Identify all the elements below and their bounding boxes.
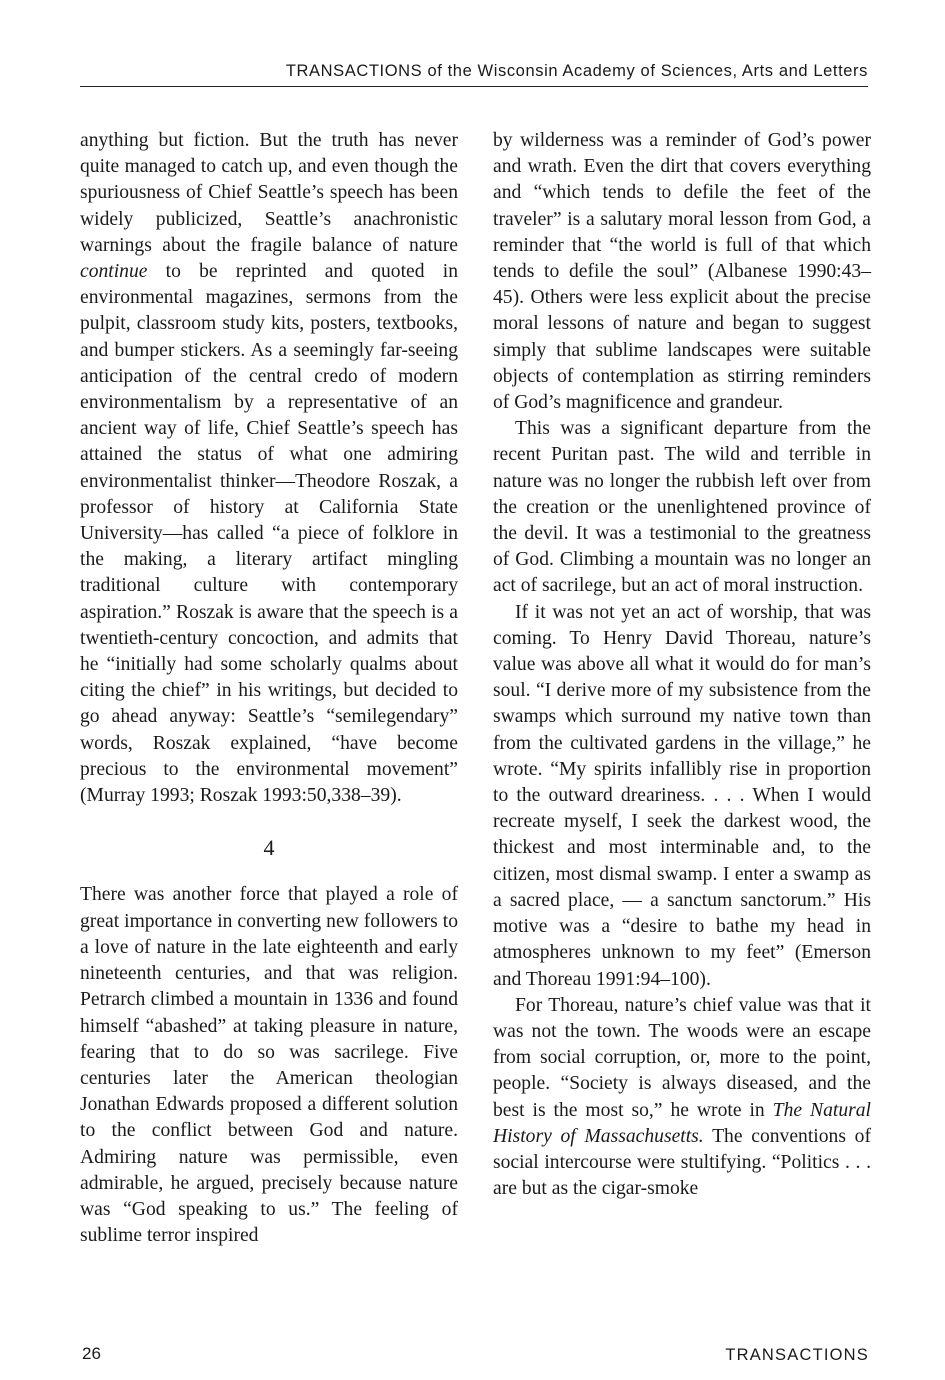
section-number: 4: [263, 835, 275, 861]
paragraph: There was another force that played a role of great importance in converting new followers to a love of nature in the late eighteenth and early nineteenth centuries, and that was religion. Petrarch climbed a mountain in 1336 and found himself “abashed” at taking pleasure in nature, fearing that to do so was sacrilege. Five centuries later the American theologian Jonathan Edwards proposed a different solution to the conflict between God and nature. Admiring nature was permissible, even admirable, he argued, precisely because nature was “God speaking to us.” The feeling of sublime terror inspired: [80, 884, 458, 1247]
paragraph: If it was not yet an act of worship, that was coming. To Henry David Thoreau, nature’s value was above all what it would do for man’s soul. “I derive more of my subsistence from the swamps which surround my native town than from the cultivated gardens in the village,” he wrote. “My spirits infallibly rise in proportion to the outward dreariness. . . . When I would recreate myself, I seek the darkest wood, the thickest and most interminable and, to the citizen, most dismal swamp. I enter a swamp as a sacred place, — a sanctum sanctorum.” His motive was a “desire to bathe my head in atmospheres unknown to my feet” (Emerson and Thoreau 1991:94–100).: [493, 601, 871, 990]
paragraph: This was a significant departure from the recent Puritan past. The wild and terrible in nature was no longer the rubbish left over from the creation or the unenlightened province of the devil. It was a testimonial to the greatness of God. Climbing a mountain was no longer an act of sacrilege, but an act of moral instruction.: [493, 418, 871, 597]
page-number: 26: [82, 1344, 101, 1363]
left-column: [80, 128, 458, 1249]
book-title: The Natural History of Massachusetts.: [493, 1099, 871, 1147]
running-footer: TRANSACTIONS: [725, 1346, 869, 1364]
right-column: [493, 128, 871, 1202]
italic-emphasis: continue: [80, 261, 148, 283]
header-rule: [80, 86, 868, 87]
paragraph: For Thoreau, nature’s chief value was that it was not the town. The woods were an escape from social corruption, or, more to the point, people. “Society is always diseased, and the best is the most so,” he wrote in The Natural History of Massachusetts. The conventions of social intercourse were stultifying. “Politics . . . are but as the cigar-smoke: [493, 994, 872, 1200]
paragraph: by wilderness was a reminder of God’s power and wrath. Even the dirt that covers everything and “which tends to defile the feet of the traveler” is a salutary moral lesson from God, a reminder that “the world is full of that which tends to defile the soul” (Albanese 1990:43–45). Others were less explicit about the precise moral lessons of nature and began to suggest simply that sublime landscapes were suitable objects of contemplation as stirring reminders of God’s magnificence and grandeur.: [493, 130, 871, 414]
paragraph: anything but fiction. But the truth has never quite managed to catch up, and even though the spuriousness of Chief Seattle’s speech has been widely publicized, Seattle’s anachronistic warnings about the fragile balance of nature continue to be reprinted and quoted in environmental magazines, sermons from the pulpit, classroom study kits, posters, textbooks, and bumper stickers. As a seemingly far-seeing anticipation of the central credo of modern environmentalism by a representative of an ancient way of life, Chief Seattle’s speech has attained the status of what one admiring environmentalist thinker—Theodore Roszak, a professor of history at California State University—has called “a piece of folklore in the making, a literary artifact mingling traditional culture with contemporary aspiration.” Roszak is aware that the speech is a twentieth-century concoction, and admits that he “initially had some scholarly qualms about citing the chief” in his writings, but decided to go ahead anyway: Seattle’s “semilegendary” words, Roszak explained, “have become precious to the environmental movement” (Murray 1993; Roszak 1993:50,338–39).: [80, 130, 458, 807]
running-header: TRANSACTIONS of the Wisconsin Academy of Sciences, Arts and Letters: [285, 62, 868, 80]
